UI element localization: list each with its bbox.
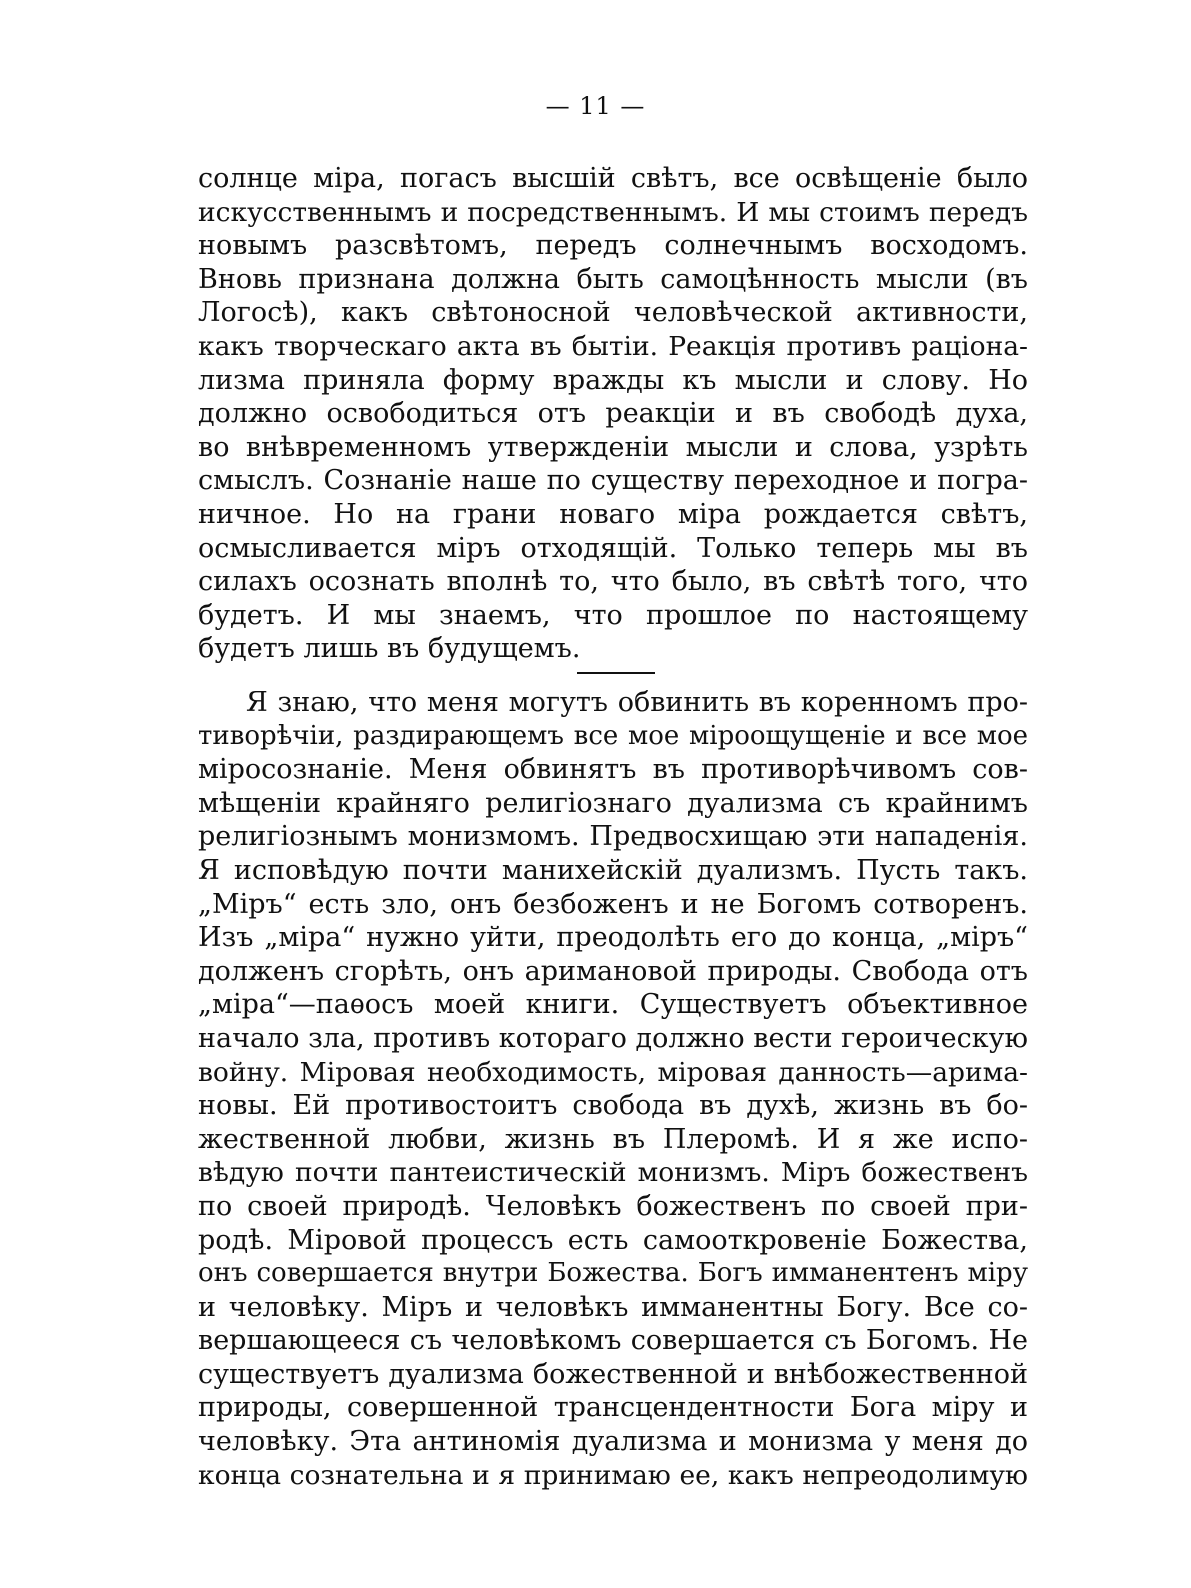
text-line: и человѣку. Міръ и человѣкъ имманентны Богу. Все со-	[198, 1291, 1028, 1323]
text-line: начало зла, противъ котораго должно вести героическую	[198, 1022, 1028, 1054]
paragraph-2	[198, 686, 1028, 1492]
text-line: во внѣвременномъ утвержденіи мысли и слова, узрѣть	[198, 431, 1028, 463]
text-line: какъ творческаго акта въ бытіи. Реакція противъ раціона-	[198, 330, 1028, 362]
text-line: войну. Міровая необходимость, міровая данность—арима-	[198, 1056, 1028, 1088]
text-line: „Міръ“ есть зло, онъ безбоженъ и не Богомъ сотворенъ.	[198, 888, 1028, 920]
text-line: Я исповѣдую почти манихейскій дуализмъ. Пусть такъ.	[198, 854, 1028, 886]
text-line: природы, совершенной трансцендентности Бога міру и	[198, 1392, 1028, 1424]
text-line: будетъ. И мы знаемъ, что прошлое по настоящему	[198, 599, 1028, 631]
text-line: будетъ лишь въ будущемъ.	[198, 633, 581, 665]
text-line: вѣдую почти пантеистическій монизмъ. Міръ божественъ	[198, 1157, 1028, 1189]
text-line: долженъ сгорѣть, онъ аримановой природы. Свобода отъ	[198, 955, 1028, 987]
text-line: Изъ „міра“ нужно уйти, преодолѣть его до конца, „міръ“	[198, 922, 1028, 954]
text-line: Я знаю, что меня могутъ обвинить въ коренномъ про-	[246, 687, 1028, 718]
text-line: новы. Ей противостоитъ свобода въ духѣ, жизнь въ бо-	[198, 1090, 1028, 1122]
text-line: осмысливается міръ отходящій. Только теперь мы въ	[198, 532, 1028, 564]
text-line: міросознаніе. Меня обвинятъ въ противорѣчивомъ сов-	[198, 754, 1028, 786]
text-line: силахъ осознать вполнѣ то, что было, въ свѣтѣ того, что	[198, 566, 1028, 598]
text-line: конца сознательна и я принимаю ее, какъ непреодолимую	[198, 1459, 1028, 1491]
text-line: человѣку. Эта антиномія дуализма и монизма у меня до	[198, 1426, 1028, 1458]
text-line: мѣщеніи крайняго религіознаго дуализма съ крайнимъ	[198, 787, 1028, 819]
paragraph-1	[198, 162, 1028, 666]
text-line: жественной любви, жизнь въ Плеромѣ. И я же испо-	[198, 1123, 1028, 1155]
text-line: ничное. Но на грани новаго міра рождается свѣтъ,	[198, 498, 1028, 530]
section-divider	[577, 672, 655, 674]
text-line: тиворѣчіи, раздирающемъ все мое міроощущеніе и все мое	[198, 720, 1028, 751]
text-line: искусственнымъ и посредственнымъ. И мы стоимъ передъ	[198, 196, 1028, 228]
text-line: смыслъ. Сознаніе наше по существу переходное и погра-	[198, 465, 1028, 497]
text-line: лизма приняла форму вражды къ мысли и слову. Но	[198, 364, 1028, 396]
page-number: — 11 —	[545, 92, 646, 120]
text-line: религіознымъ монизмомъ. Предвосхищаю эти нападенія.	[198, 821, 1028, 853]
text-line: по своей природѣ. Человѣкъ божественъ по своей при-	[198, 1190, 1028, 1222]
text-line: существуетъ дуализма божественной и внѣбожественной	[198, 1358, 1028, 1390]
text-line: новымъ разсвѣтомъ, передъ солнечнымъ восходомъ.	[198, 230, 1028, 262]
text-line: солнце міра, погасъ высшій свѣтъ, все освѣщеніе было	[198, 163, 1028, 194]
text-line: должно освободиться отъ реакціи и въ свободѣ духа,	[198, 398, 1028, 430]
text-line: „міра“—паѳосъ моей книги. Существуетъ объективное	[198, 989, 1028, 1021]
text-line: вершающееся съ человѣкомъ совершается съ Богомъ. Не	[198, 1325, 1028, 1357]
text-line: родѣ. Міровой процессъ есть самооткровеніе Божества,	[198, 1224, 1028, 1256]
text-line: Вновь признана должна быть самоцѣнность мысли (въ	[198, 263, 1028, 295]
text-line: Логосѣ), какъ свѣтоносной человѣческой активности,	[198, 297, 1028, 329]
text-line: онъ совершается внутри Божества. Богъ имманентенъ міру	[198, 1258, 1028, 1289]
